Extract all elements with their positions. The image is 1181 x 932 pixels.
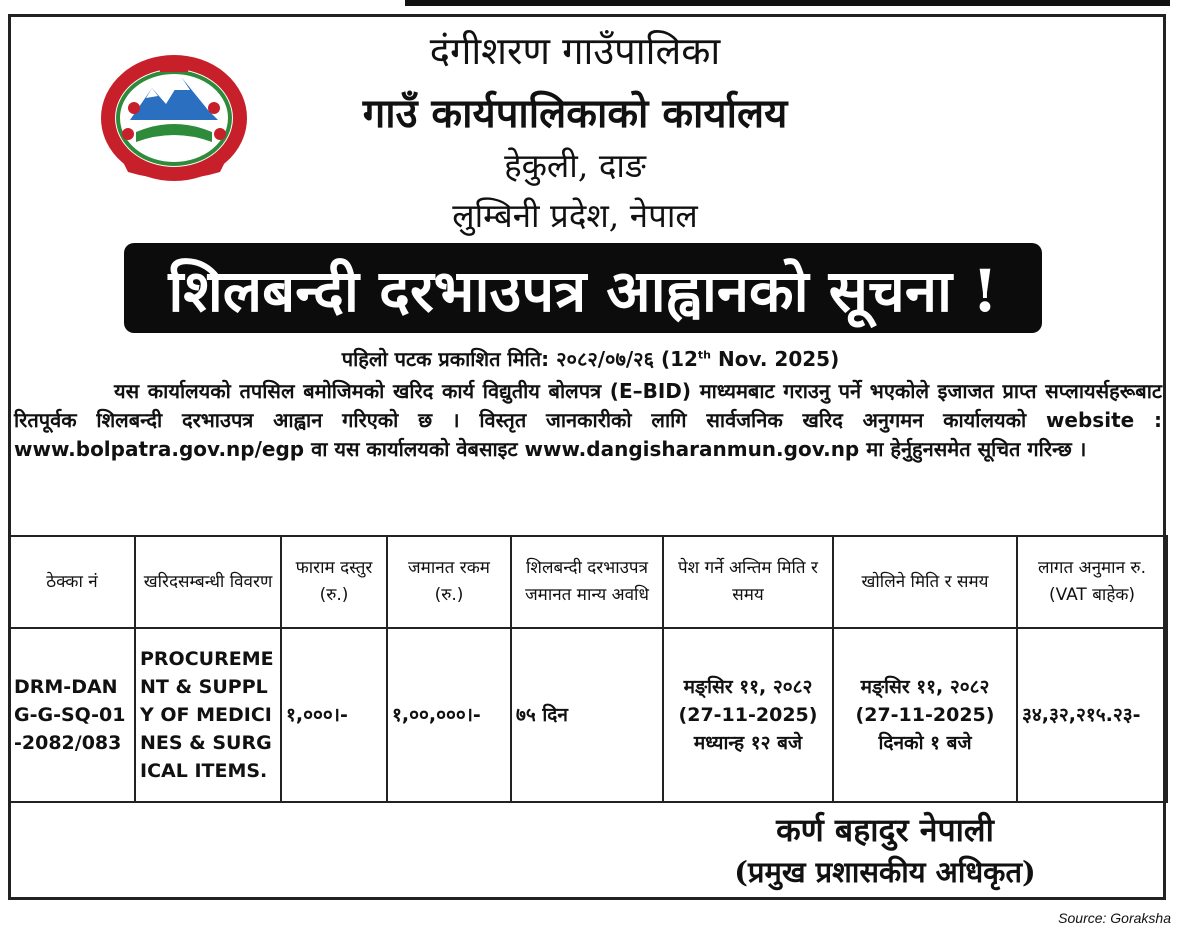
publication-date-ad-pre: (12 bbox=[660, 347, 698, 371]
col-submission: पेश गर्ने अन्तिम मिति र समय bbox=[663, 536, 833, 628]
opening-date-bs: मङ्सिर ११, २०८२ bbox=[860, 676, 990, 698]
publication-label: पहिलो पटक प्रकाशित मिति: bbox=[341, 347, 550, 371]
cell-cost-estimate: ३४,३२,२१५.२३- bbox=[1017, 628, 1167, 802]
bolpatra-link[interactable]: website : www.bolpatra.gov.np/egp bbox=[14, 408, 1162, 461]
col-cost-estimate: लागत अनुमान रु. (VAT बाहेक) bbox=[1017, 536, 1167, 628]
notice-ebid: E–BID bbox=[618, 379, 682, 403]
opening-date-ad: (27-11-2025) bbox=[855, 704, 995, 726]
submission-date-ad: (27-11-2025) bbox=[678, 704, 818, 726]
cell-opening bbox=[833, 628, 1017, 802]
publication-date bbox=[0, 345, 1181, 372]
submission-time: मध्यान्ह १२ बजे bbox=[693, 732, 803, 754]
table-row bbox=[9, 628, 1167, 802]
col-validity: शिलबन्दी दरभाउपत्र जमानत मान्य अवधि bbox=[511, 536, 663, 628]
notice-part1: यस कार्यालयको तपसिल बमोजिमको खरिद कार्य विद्युतीय बोलपत्र ( bbox=[114, 379, 619, 403]
municipality-name: दंगीशरण गाउँपालिका bbox=[429, 29, 721, 73]
top-rule bbox=[405, 0, 1170, 6]
signatory-title: (प्रमुख प्रशासकीय अधिकृत) bbox=[734, 855, 1036, 889]
cell-security-amount: १,००,०००।- bbox=[387, 628, 511, 802]
opening-time: दिनको १ बजे bbox=[878, 732, 972, 754]
submission-date-bs: मङ्सिर ११, २०८२ bbox=[683, 676, 813, 698]
cell-submission bbox=[663, 628, 833, 802]
col-form-fee: फाराम दस्तुर (रु.) bbox=[281, 536, 387, 628]
notice-title: शिलबन्दी दरभाउपत्र आह्वानको सूचना ! bbox=[168, 256, 998, 325]
col-contract-no: ठेक्का नं bbox=[9, 536, 135, 628]
notice-part2: ) माध्यमबाट गराउनु पर्ने भएकोले इजाजत प्राप्त सप्लायर्सहरूबाट रितपूर्वक शिलबन्दी दरभाउपत्र आह्वान गरिएको छ । विस्तृत जानकारीको लागि सार्वजनिक खरिद अनुगमन कार्यालयको bbox=[14, 379, 1162, 432]
municipal-website-link[interactable]: www.dangisharanmun.gov.np bbox=[524, 437, 860, 461]
col-description: खरिदसम्बन्धी विवरण bbox=[135, 536, 281, 628]
col-opening: खोलिने मिति र समय bbox=[833, 536, 1017, 628]
office-location: हेकुली, दाङ bbox=[504, 146, 646, 185]
cell-validity: ७५ दिन bbox=[511, 628, 663, 802]
table-header-row bbox=[9, 536, 1167, 628]
notice-paragraph bbox=[14, 377, 1162, 464]
cell-form-fee: १,०००।- bbox=[281, 628, 387, 802]
cell-contract-no: DRM-DANG-G-SQ-01-2082/083 bbox=[9, 628, 135, 802]
cell-description: PROCUREMENT & SUPPLY OF MEDICINES & SURGICAL ITEMS. bbox=[135, 628, 281, 802]
publication-date-ad-sup: th bbox=[697, 348, 712, 362]
notice-part4: मा हेर्नुहुनसमेत सूचित गरिन्छ । bbox=[866, 437, 1087, 461]
notice-title-banner bbox=[124, 243, 1042, 333]
publication-date-bs: २०८२/०७/२६ bbox=[556, 347, 654, 371]
notice-part3: वा यस कार्यालयको वेबसाइट bbox=[311, 437, 518, 461]
nepal-emblem-icon bbox=[100, 48, 248, 184]
office-province: लुम्बिनी प्रदेश, नेपाल bbox=[452, 196, 698, 235]
col-security-amount: जमानत रकम (रु.) bbox=[387, 536, 511, 628]
source-credit: Source: Goraksha bbox=[1058, 910, 1171, 926]
office-name: गाउँ कार्यपालिकाको कार्यालय bbox=[362, 90, 788, 137]
bid-table bbox=[8, 535, 1168, 803]
publication-date-ad-post: Nov. 2025) bbox=[717, 347, 840, 371]
signatory-name: कर्ण बहादुर नेपाली bbox=[776, 811, 994, 849]
